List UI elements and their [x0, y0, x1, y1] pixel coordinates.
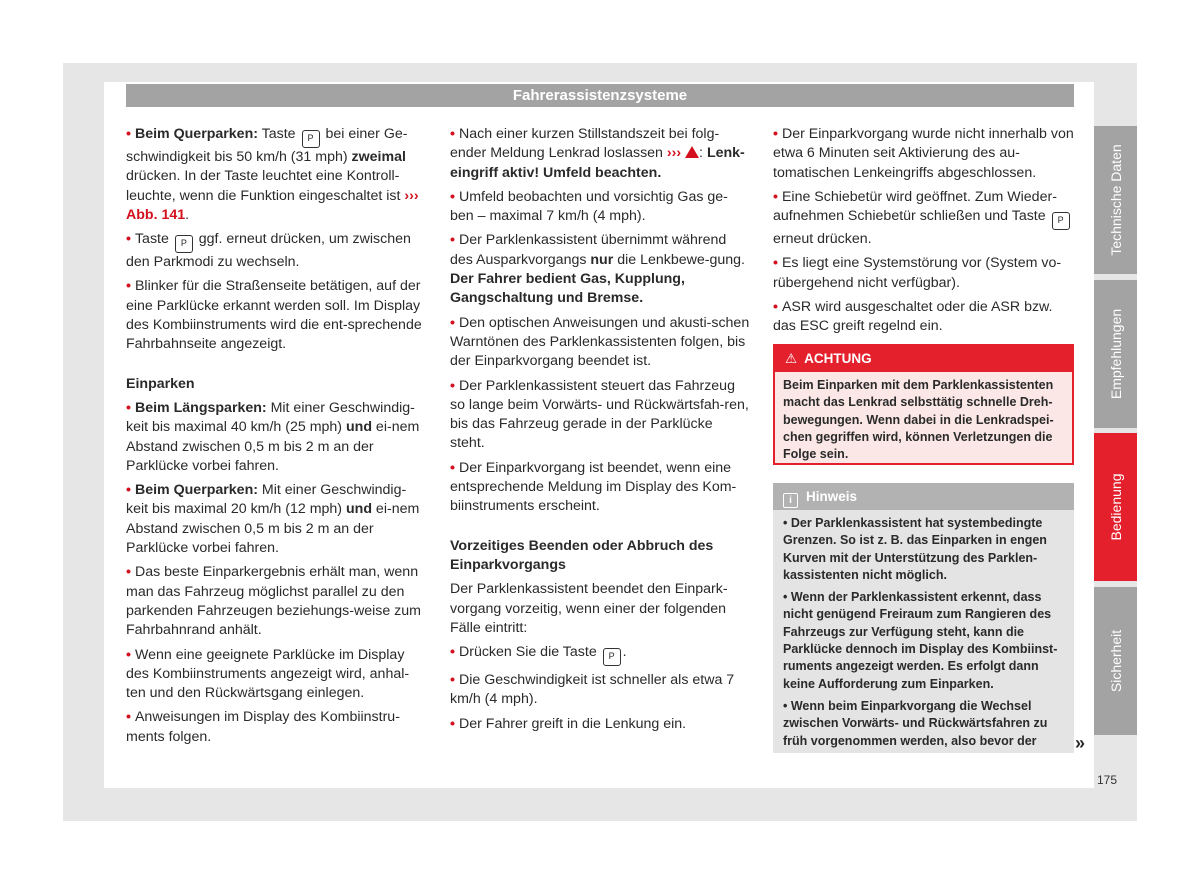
- list-item: • Nach einer kurzen Stillstandszeit bei folg-ender Meldung Lenkrad loslassen ››› : Lenk-eingriff aktiv! Umfeld beachten.: [450, 126, 745, 181]
- bullet-icon: •: [126, 709, 131, 726]
- note-body: [773, 510, 1074, 750]
- bullet-icon: •: [126, 646, 131, 663]
- bullet-icon: •: [450, 672, 455, 689]
- list-item: • Beim Längsparken: Mit einer Geschwindig-keit bis maximal 40 km/h (25 mph) und ei-nem Abstand zwischen 0,5 m bis 2 m an der Parklücke vorbei fahren.: [126, 399, 420, 474]
- list-item: • Beim Querparken: Taste P bei einer Ge-schwindigkeit bis 50 km/h (31 mph) zweimal drücken. In der Taste leuchtet eine Kontroll-leuchte, wenn die Funktion eingeschaltet ist ››› Abb. 141.: [126, 126, 419, 223]
- list-item: • Die Geschwindigkeit ist schneller als etwa 7 km/h (4 mph).: [450, 672, 735, 708]
- list-item: • Wenn eine geeignete Parklücke im Display des Kombiinstruments angezeigt wird, anhal-ten und den Rückwärtsgang einlegen.: [126, 646, 410, 702]
- bullet-icon: •: [773, 188, 778, 205]
- bullet-icon: •: [126, 231, 131, 248]
- list-item: • Es liegt eine Systemstörung vor (System vo-rübergehend nicht verfügbar).: [773, 255, 1062, 291]
- figure-link[interactable]: ››› Abb. 141: [126, 187, 419, 223]
- list-item: • Der Parklenkassistent übernimmt während des Ausparkvorgangs nur die Lenkbewe-gung. Der Fahrer bedient Gas, Kupplung, Gangschaltung und Bremse.: [450, 232, 745, 307]
- note-box: [773, 483, 1074, 753]
- park-button-icon: P: [175, 235, 193, 253]
- list-item: • Den optischen Anweisungen und akusti-schen Warntönen des Parklenkassistenten folgen, bis der Einparkvorgang beendet ist.: [450, 314, 750, 370]
- list-item: • Anweisungen im Display des Kombiinstru-ments folgen.: [126, 709, 400, 745]
- park-button-icon: P: [603, 648, 621, 666]
- warning-body: Beim Einparken mit dem Parklenkassistenten macht das Lenkrad selbsttätig schnelle Dreh-bewegungen. Wenn dabei in die Lenkradspei-chen gegriffen wird, können Verletzungen die Folge sein.: [783, 378, 1054, 462]
- bullet-icon: •: [773, 255, 778, 272]
- list-item: • Der Fahrer greift in die Lenkung ein.: [450, 715, 687, 732]
- subheading: Einparken: [126, 375, 195, 392]
- bullet-icon: •: [126, 278, 131, 295]
- note-item: • Wenn der Parklenkassistent erkennt, dass nicht genügend Freiraum zum Rangieren des Fahrzeugs zur Verfügung steht, kann die Parklücke dennoch im Display des Kombiinst-ruments angezeigt werden. Es erfolgt dann keine Aufforderung zum Einparken.: [783, 590, 1058, 691]
- list-item: • Beim Querparken: Mit einer Geschwindig-keit bis maximal 20 km/h (12 mph) und ei-nem Abstand zwischen 0,5 m bis 2 m an der Parklücke vorbei fahren.: [126, 482, 420, 557]
- paragraph: Der Parklenkassistent beendet den Einpark-vorgang vorzeitig, wenn einer der folgenden Fälle eintritt:: [450, 581, 728, 636]
- park-button-icon: P: [1052, 212, 1070, 230]
- list-item: • Das beste Einparkergebnis erhält man, wenn man das Fahrzeug möglichst parallel zu den parkenden Fahrzeugen beziehungs-weise zum Fahrbahnrand anhält.: [126, 564, 421, 639]
- warning-icon: ⚠: [785, 351, 798, 366]
- note-header: i Hinweis: [773, 483, 1074, 510]
- tab-bedienung[interactable]: Bedienung: [1094, 433, 1137, 581]
- list-item: • Der Einparkvorgang ist beendet, wenn eine entsprechende Meldung im Display des Kom-biinstruments erscheint.: [450, 459, 737, 515]
- column-3: [773, 125, 1075, 342]
- bullet-icon: •: [450, 126, 455, 142]
- bullet-icon: •: [126, 482, 131, 499]
- list-item: • Eine Schiebetür wird geöffnet. Zum Wieder-aufnehmen Schiebetür schließen und Taste P erneut drücken.: [773, 188, 1075, 250]
- bullet-icon: •: [450, 644, 455, 661]
- warning-header: ⚠ ACHTUNG: [775, 346, 1072, 372]
- warning-triangle-icon: [685, 146, 699, 158]
- bullet-icon: •: [450, 459, 455, 476]
- bullet-icon: •: [773, 299, 778, 316]
- bullet-icon: •: [450, 314, 455, 331]
- bullet-icon: •: [126, 564, 131, 581]
- warning-box: [773, 344, 1074, 465]
- note-item: • Der Parklenkassistent hat systembedingte Grenzen. So ist z. B. das Einparken in engen Kurven mit der Unterstützung des Parklen-kassistenten nicht möglich.: [783, 516, 1047, 582]
- bullet-icon: •: [450, 715, 455, 732]
- tab-empfehlungen[interactable]: Empfehlungen: [1094, 280, 1137, 428]
- page-number: 175: [1097, 773, 1118, 787]
- bullet-icon: •: [126, 399, 131, 416]
- bullet-icon: •: [773, 126, 778, 142]
- bullet-icon: •: [450, 188, 455, 205]
- column-2: [450, 125, 750, 739]
- bullet-icon: •: [450, 377, 455, 394]
- bullet-icon: •: [450, 232, 455, 249]
- list-item: • ASR wird ausgeschaltet oder die ASR bzw. das ESC greift regelnd ein.: [773, 299, 1053, 335]
- list-item: • Blinker für die Straßenseite betätigen, auf der eine Parklücke erkannt werden soll. Im Display des Kombiinstruments wird die ent-sprechende Fahrbahnseite angezeigt.: [126, 278, 422, 353]
- list-item: • Der Parklenkassistent steuert das Fahrzeug so lange beim Vorwärts- und Rückwärtsfah-ren, bis das Fahrzeug gerade in der Parklücke steht.: [450, 377, 749, 452]
- tab-technische-daten[interactable]: Technische Daten: [1094, 126, 1137, 274]
- list-item: • Taste P ggf. erneut drücken, um zwischen den Parkmodi zu wechseln.: [126, 231, 411, 271]
- continue-marker: »: [1075, 733, 1086, 753]
- list-item: • Der Einparkvorgang wurde nicht innerhalb von etwa 6 Minuten seit Aktivierung des au-tomatischen Lenkeingriffs abgeschlossen.: [773, 126, 1074, 181]
- note-item: • Wenn beim Einparkvorgang die Wechsel zwischen Vorwärts- und Rückwärtsfahren zu früh vorgenommen werden, also bevor der: [783, 698, 1048, 748]
- park-button-icon: P: [302, 130, 320, 148]
- list-item: • Drücken Sie die Taste P .: [450, 643, 750, 666]
- bullet-icon: •: [126, 126, 131, 142]
- column-1: [126, 125, 426, 752]
- info-icon: i: [783, 493, 798, 508]
- subheading: Vorzeitiges Beenden oder Abbruch des Einparkvorgangs: [450, 537, 714, 573]
- reference-link[interactable]: ›››: [666, 145, 682, 162]
- section-header: Fahrerassistenzsysteme: [126, 84, 1074, 107]
- list-item: • Umfeld beobachten und vorsichtig Gas ge-ben – maximal 7 km/h (4 mph).: [450, 188, 728, 225]
- tab-sicherheit[interactable]: Sicherheit: [1094, 587, 1137, 735]
